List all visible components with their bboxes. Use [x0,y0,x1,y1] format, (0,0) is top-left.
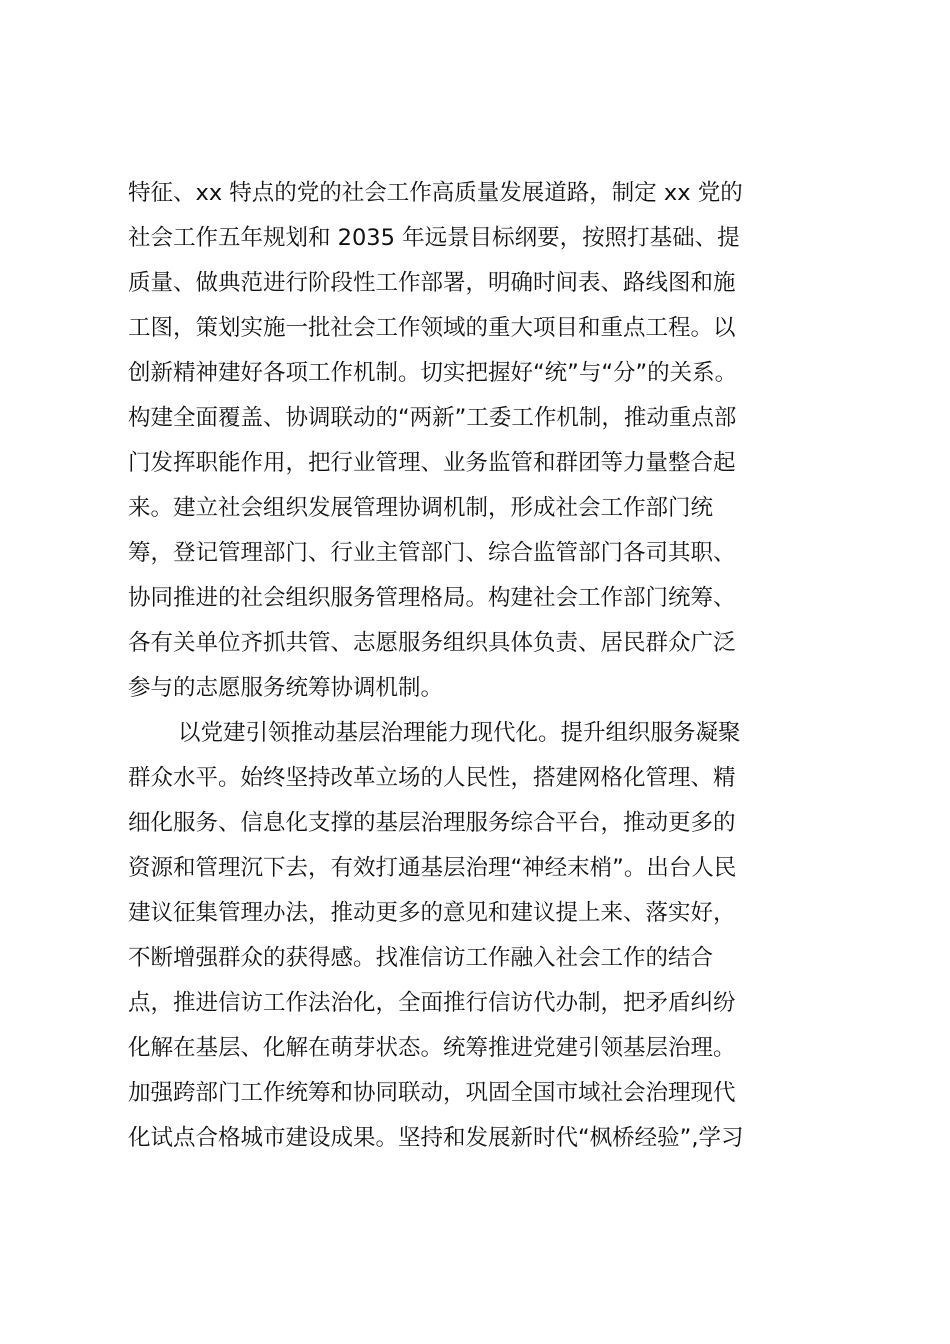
text-line: 筹，登记管理部门、行业主管部门、综合监管部门各司其职、 [128,540,736,566]
text-line: 质量、做典范进行阶段性工作部署，明确时间表、路线图和施 [128,270,736,296]
text-line: 特征、xx 特点的党的社会工作高质量发展道路，制定 xx 党的 [128,180,743,206]
text-line: 群众水平。始终坚持改革立场的人民性，搭建网格化管理、精 [128,765,736,791]
text-line: 构建全面覆盖、协调联动的“两新”工委工作机制，推动重点部 [128,405,737,431]
text-line: 资源和管理沉下去，有效打通基层治理“神经末梢”。出台人民 [128,855,737,881]
text-line: 创新精神建好各项工作机制。切实把握好“统”与“分”的关系。 [128,360,738,386]
text-line: 工图，策划实施一批社会工作领域的重大项目和重点工程。以 [128,315,736,341]
text-line: 化解在基层、化解在萌芽状态。统筹推进党建引领基层治理。 [128,1035,736,1061]
paragraph-2 [128,711,828,1161]
text-line: 来。建立社会组织发展管理协调机制，形成社会工作部门统 [128,495,714,521]
text-line: 加强跨部门工作统筹和协同联动，巩固全国市域社会治理现代 [128,1080,736,1106]
document-body [128,171,828,1161]
text-line: 门发挥职能作用，把行业管理、业务监管和群团等力量整合起 [128,450,736,476]
paragraph-1 [128,171,828,711]
text-line: 协同推进的社会组织服务管理格局。构建社会工作部门统筹、 [128,585,736,611]
text-line: 参与的志愿服务统筹协调机制。 [128,675,444,701]
text-line: 细化服务、信息化支撑的基层治理服务综合平台，推动更多的 [128,810,736,836]
text-line-first-indented: 以党建引领推动基层治理能力现代化。提升组织服务凝聚 [178,720,741,746]
text-line: 不断增强群众的获得感。找准信访工作融入社会工作的结合 [128,945,714,971]
text-line: 社会工作五年规划和 2035 年远景目标纲要，按照打基础、提 [128,225,740,251]
text-line: 建议征集管理办法，推动更多的意见和建议提上来、落实好， [128,900,736,926]
text-line: 化试点合格城市建设成果。坚持和发展新时代“枫桥经验”,学习 [128,1125,744,1151]
text-line: 各有关单位齐抓共管、志愿服务组织具体负责、居民群众广泛 [128,630,736,656]
text-line: 点，推进信访工作法治化，全面推行信访代办制，把矛盾纠纷 [128,990,736,1016]
